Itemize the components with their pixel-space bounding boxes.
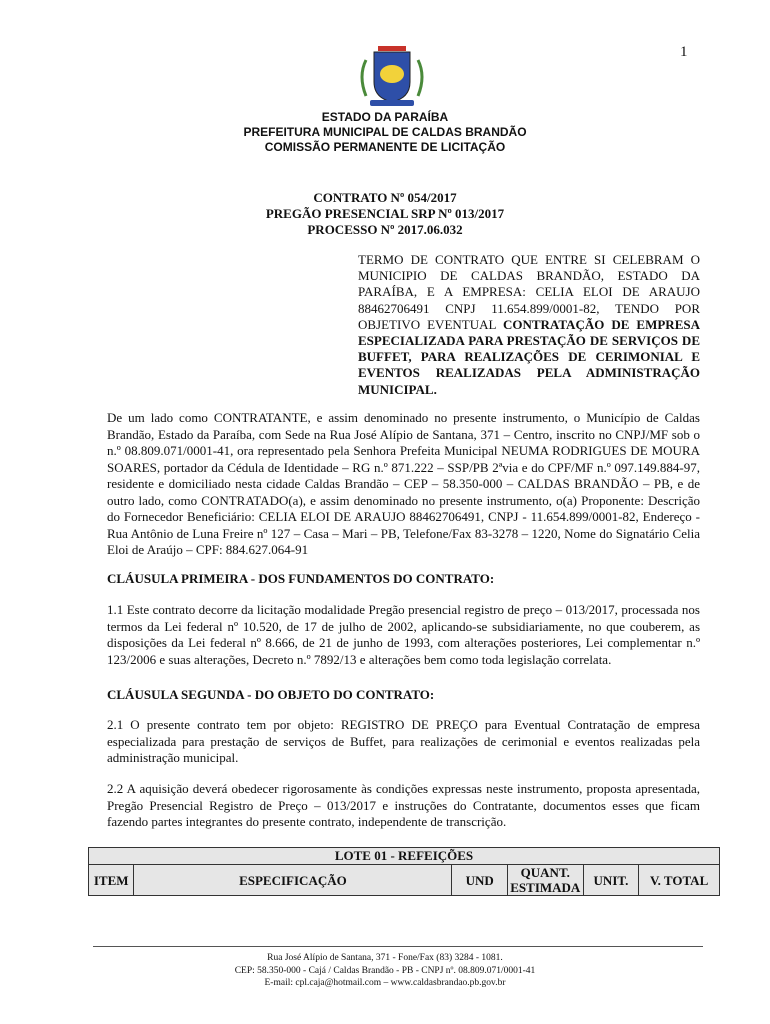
lote-title: LOTE 01 - REFEIÇÕES (89, 848, 720, 865)
header-prefeitura: PREFEITURA MUNICIPAL DE CALDAS BRANDÃO (243, 125, 527, 139)
col-item: ITEM (89, 865, 134, 896)
page-number: 1 (680, 44, 688, 60)
col-v-total: V. TOTAL (639, 865, 720, 896)
col-unit: UNIT. (583, 865, 639, 896)
clause-2-paragraph-2: 2.2 A aquisição deverá obedecer rigorosamente às condições expressas neste instrumento, proposta apresentada, Pregão Presencial Registro de Preço – 013/2017 e instruções do Contratante, documentos esses que ficam fazendo partes integrantes do presente contrato, independente de transcrição. (107, 781, 700, 829)
intro-paragraph: De um lado como CONTRATANTE, e assim denominado no presente instrumento, o Município de Caldas Brandão, Estado da Paraíba, com Sede na Rua José Alípio de Santana, 371 – Centro, inscrito no CNPJ/MF sob o n.º 08.809.071/0001-41, ora representado pela Senhora Prefeita Municipal NEUMA RODRIGUES DE MOURA SOARES, portador da Cédula de Identidade – RG n.º 871.222 – SSP/PB 2ªvia e do CPF/MF n.º 097.149.884-97, residente e domiciliado nesta cidade Caldas Brandão – CEP – 58.350-000 – CALDAS BRANDÃO – PB, e de outro lado, como CONTRATADO(a), e assim denominado no presente instrumento, o(a) Proponente: Descrição do Fornecedor Beneficiário: CELIA ELOI DE ARAUJO 88462706491, CNPJ - 11.654.899/0001-82, Endereço - Rua Antônio de Luna Freire nº 127 – Casa – Mari – PB, Telefone/Fax 83-3278 – 1220, Nome do Signatário Celia Eloi de Araújo – CPF: 884.627.064-91 (107, 410, 700, 557)
header-state: ESTADO DA PARAÍBA (321, 110, 449, 124)
contract-summary (358, 252, 700, 398)
contract-title (0, 190, 770, 238)
footer-address: Rua José Alípio de Santana, 371 - Fone/Fax (83) 3284 - 1081. (267, 953, 503, 963)
footer-cep-cnpj: CEP: 58.350-000 - Cajá / Caldas Brandão - PB - CNPJ nº. 08.809.071/0001-41 (234, 965, 536, 976)
col-especificacao: ESPECIFICAÇÃO (134, 865, 452, 896)
clause-2-title: CLÁUSULA SEGUNDA - DO OBJETO DO CONTRATO: (107, 687, 435, 702)
pregao-number: PREGÃO PRESENCIAL SRP Nº 013/2017 (265, 206, 505, 221)
contract-number: CONTRATO Nº 054/2017 (313, 190, 457, 205)
footer-contact: E-mail: cpl.caja@hotmail.com – www.caldasbrandao.pb.gov.br (264, 978, 506, 988)
document-footer (0, 952, 770, 990)
summary-object: CONTRATAÇÃO DE EMPRESA ESPECIALIZADA PARA PRESTAÇÃO DE SERVIÇOS DE BUFFET, PARA REALIZAÇÕES DE CERIMONIAL E EVENTOS REALIZADAS PELA ADMINISTRAÇÃO MUNICIPAL. (358, 316, 700, 397)
clause-1-paragraph: 1.1 Este contrato decorre da licitação modalidade Pregão presencial registro de preço – 013/2017, processada nos termos da Lei federal nº 10.520, de 17 de julho de 2002, aplicando-se subsidiariamente, no que couberem, as disposições da Lei federal nº 8.666, de 21 de junho de 1993, com alterações posteriores, Lei complementar n.º 123/2006 e suas alterações, Decreto n.º 7892/13 e alterações bem como toda legislação correlata. (107, 602, 700, 667)
footer-divider (93, 946, 703, 947)
clause-2-paragraph-1: 2.1 O presente contrato tem por objeto: REGISTRO DE PREÇO para Eventual Contratação de empresa especializada para prestação de serviços de Buffet, para realizações de cerimonial e eventos realizadas pela administração municipal. (107, 717, 700, 765)
col-quant-estimada: QUANT. ESTIMADA (507, 865, 583, 896)
col-und: UND (452, 865, 508, 896)
document-header (0, 110, 770, 155)
clause-1-title: CLÁUSULA PRIMEIRA - DOS FUNDAMENTOS DO CONTRATO: (107, 571, 495, 586)
lote-table (88, 847, 720, 896)
header-comissao: COMISSÃO PERMANENTE DE LICITAÇÃO (264, 140, 506, 154)
processo-number: PROCESSO Nº 2017.06.032 (307, 222, 463, 237)
summary-text: TERMO DE CONTRATO QUE ENTRE SI CELEBRAM O MUNICIPIO DE CALDAS BRANDÃO, ESTADO DA PARAÍBA, E A EMPRESA: CELIA ELOI DE ARAUJO 88462706491 CNPJ 11.654.899/0001-82, TENDO POR OBJETIVO EVENTUAL (358, 252, 700, 332)
municipal-crest-logo (352, 40, 432, 110)
